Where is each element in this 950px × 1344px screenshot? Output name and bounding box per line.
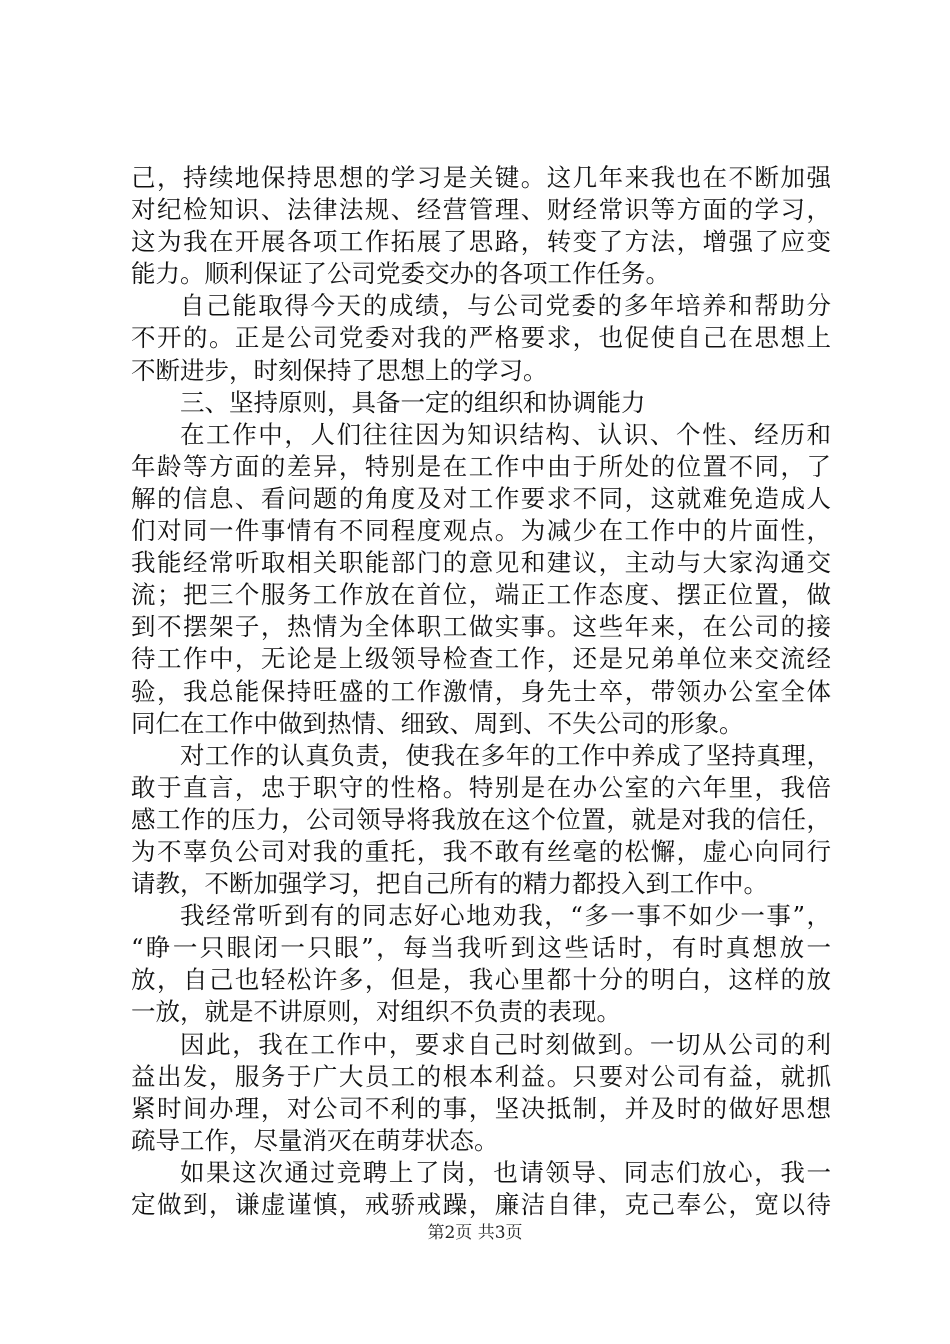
text-line: 这为我在开展各项工作拓展了思路，转变了方法，增强了应变 — [131, 227, 831, 257]
text-line: 流；把三个服务工作放在首位，端正工作态度、摆正位置，做 — [131, 580, 831, 610]
text-line: 验，我总能保持旺盛的工作激情，身先士卒，带领办公室全体 — [131, 676, 831, 706]
text-line: 疏导工作，尽量消灭在萌芽状态。 — [131, 1125, 499, 1155]
text-line: 自己能取得今天的成绩，与公司党委的多年培养和帮助分 — [180, 291, 831, 321]
section-heading: 三、坚持原则，具备一定的组织和协调能力 — [180, 387, 646, 417]
text-line: 益出发，服务于广大员工的根本利益。只要对公司有益，就抓 — [131, 1061, 831, 1091]
text-line: 因此，我在工作中，要求自己时刻做到。一切从公司的利 — [180, 1029, 831, 1059]
text-line: 我经常听到有的同志好心地劝我，“多一事不如少一事”， — [180, 901, 831, 931]
text-line: 对纪检知识、法律法规、经营管理、财经常识等方面的学习， — [131, 195, 831, 225]
text-line: 紧时间办理，对公司不利的事，坚决抵制，并及时的做好思想 — [131, 1093, 831, 1123]
page-footer: 第2页 共3页 — [427, 1223, 523, 1243]
text-line: 一放，就是不讲原则，对组织不负责的表现。 — [131, 997, 621, 1027]
text-line: 解的信息、看问题的角度及对工作要求不同，这就难免造成人 — [131, 483, 831, 513]
text-line: 对工作的认真负责，使我在多年的工作中养成了坚持真理， — [180, 740, 831, 770]
text-line: 能力。顺利保证了公司党委交办的各项工作任务。 — [131, 259, 670, 289]
text-line: “睁一只眼闭一只眼”，每当我听到这些话时，有时真想放一 — [131, 933, 831, 963]
text-line: 为不辜负公司对我的重托，我不敢有丝毫的松懈，虚心向同行 — [131, 836, 831, 866]
text-line: 敢于直言，忠于职守的性格。特别是在办公室的六年里，我倍 — [131, 772, 831, 802]
text-line: 在工作中，人们往往因为知识结构、认识、个性、经历和 — [180, 419, 831, 449]
text-line: 年龄等方面的差异，特别是在工作中由于所处的位置不同，了 — [131, 451, 831, 481]
body-text — [131, 162, 831, 1221]
text-line: 定做到，谦虚谨慎，戒骄戒躁，廉洁自律，克己奉公，宽以待 — [131, 1190, 831, 1219]
text-line: 待工作中，无论是上级领导检查工作，还是兄弟单位来交流经 — [131, 644, 831, 674]
text-line: 我能经常听取相关职能部门的意见和建议，主动与大家沟通交 — [131, 548, 831, 578]
text-line: 不断进步，时刻保持了思想上的学习。 — [131, 355, 548, 385]
text-line: 到不摆架子，热情为全体职工做实事。这些年来，在公司的接 — [131, 612, 831, 642]
text-line: 如果这次通过竞聘上了岗，也请领导、同志们放心，我一 — [180, 1157, 831, 1187]
text-line: 请教，不断加强学习，把自己所有的精力都投入到工作中。 — [131, 869, 768, 899]
text-line: 己，持续地保持思想的学习是关键。这几年来我也在不断加强 — [131, 163, 831, 192]
text-line: 同仁在工作中做到热情、细致、周到、不失公司的形象。 — [131, 708, 744, 738]
text-line: 们对同一件事情有不同程度观点。为减少在工作中的片面性， — [131, 516, 831, 546]
text-line: 不开的。正是公司党委对我的严格要求，也促使自己在思想上 — [131, 323, 831, 353]
text-line: 感工作的压力，公司领导将我放在这个位置，就是对我的信任， — [131, 804, 831, 834]
text-line: 放，自己也轻松许多，但是，我心里都十分的明白，这样的放 — [131, 965, 831, 995]
